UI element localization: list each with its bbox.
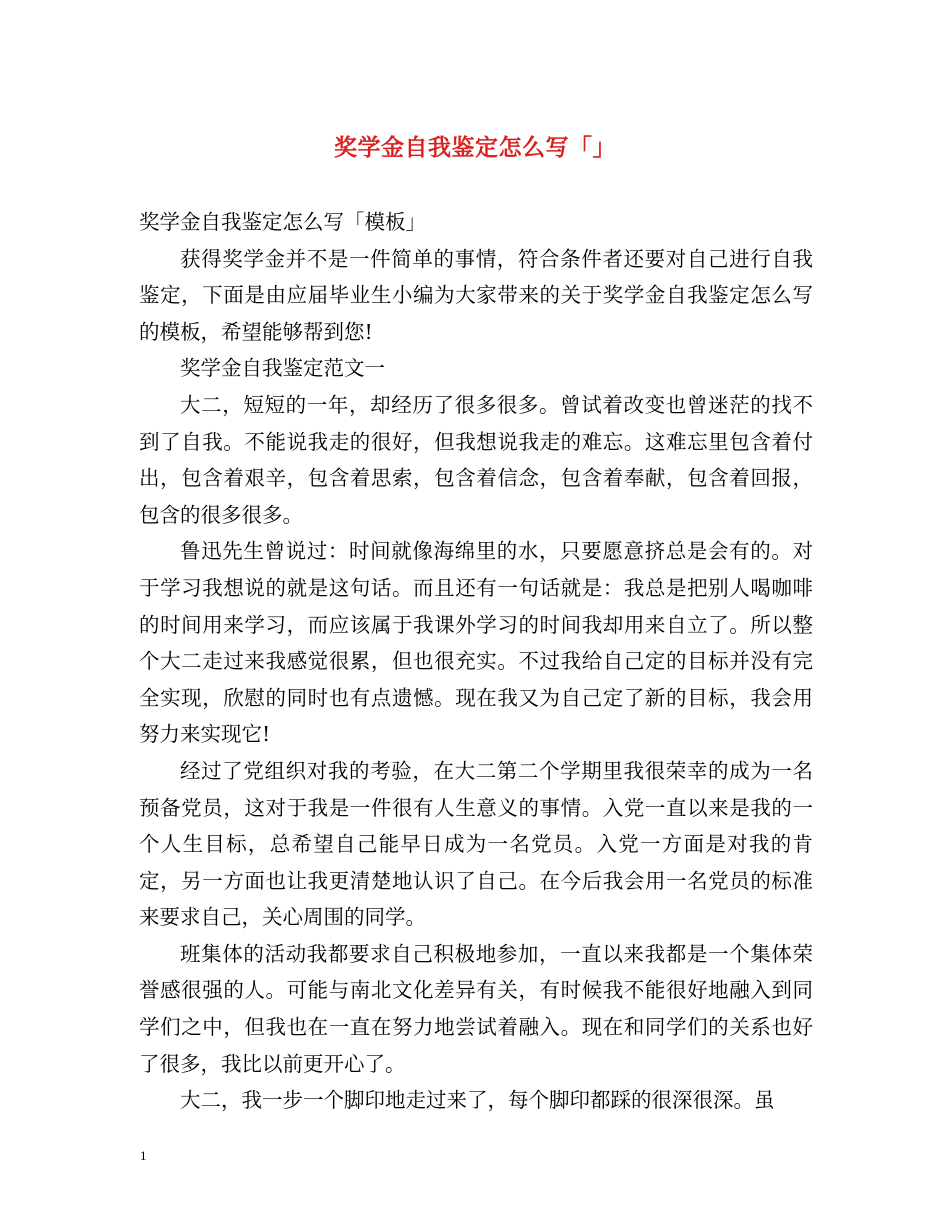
paragraph-intro: 获得奖学金并不是一件简单的事情，符合条件者还要对自己进行自我鉴定，下面是由应届毕业生小编为大家带来的关于奖学金自我鉴定怎么写的模板，希望能够帮到您! — [139, 246, 813, 344]
document-title: 奖学金自我鉴定怎么写「」 — [334, 134, 616, 161]
paragraph: 鲁迅先生曾说过：时间就像海绵里的水，只要愿意挤总是会有的。对于学习我想说的就是这句话。而且还有一句话就是：我总是把别人喝咖啡的时间用来学习，而应该属于我课外学习的时间我却用来自立了。所以整个大二走过来我感觉很累，但也很充实。不过我给自己定的目标并没有完全实现，欣慰的同时也有点遗憾。现在我又为自己定了新的目标，我会用努力来实现它! — [139, 539, 813, 747]
paragraph: 班集体的活动我都要求自己积极地参加，一直以来我都是一个集体荣誉感很强的人。可能与南北文化差异有关，有时候我不能很好地融入到同学们之中，但我也在一直在努力地尝试着融入。现在和同学们的关系也好了很多，我比以前更开心了。 — [139, 941, 813, 1076]
document-body — [139, 204, 813, 1119]
paragraph-subtitle: 奖学金自我鉴定怎么写「模板」 — [139, 210, 426, 234]
paragraph: 大二，短短的一年，却经历了很多很多。曾试着改变也曾迷茫的找不到了自我。不能说我走的很好，但我想说我走的难忘。这难忘里包含着付出，包含着艰辛，包含着思索，包含着信念，包含着奉献，包含着回报，包含的很多很多。 — [139, 392, 813, 527]
paragraph: 大二，我一步一个脚印地走过来了，每个脚印都踩的很深很深。虽 — [180, 1088, 775, 1113]
page-number: 1 — [140, 1148, 147, 1163]
paragraph-sample-heading: 奖学金自我鉴定范文一 — [180, 356, 385, 381]
paragraph: 经过了党组织对我的考验，在大二第二个学期里我很荣幸的成为一名预备党员，这对于我是一件很有人生意义的事情。入党一直以来是我的一个人生目标，总希望自己能早日成为一名党员。入党一方面是对我的肯定，另一方面也让我更清楚地认识了自己。在今后我会用一名党员的标准来要求自己，关心周围的同学。 — [139, 758, 813, 930]
